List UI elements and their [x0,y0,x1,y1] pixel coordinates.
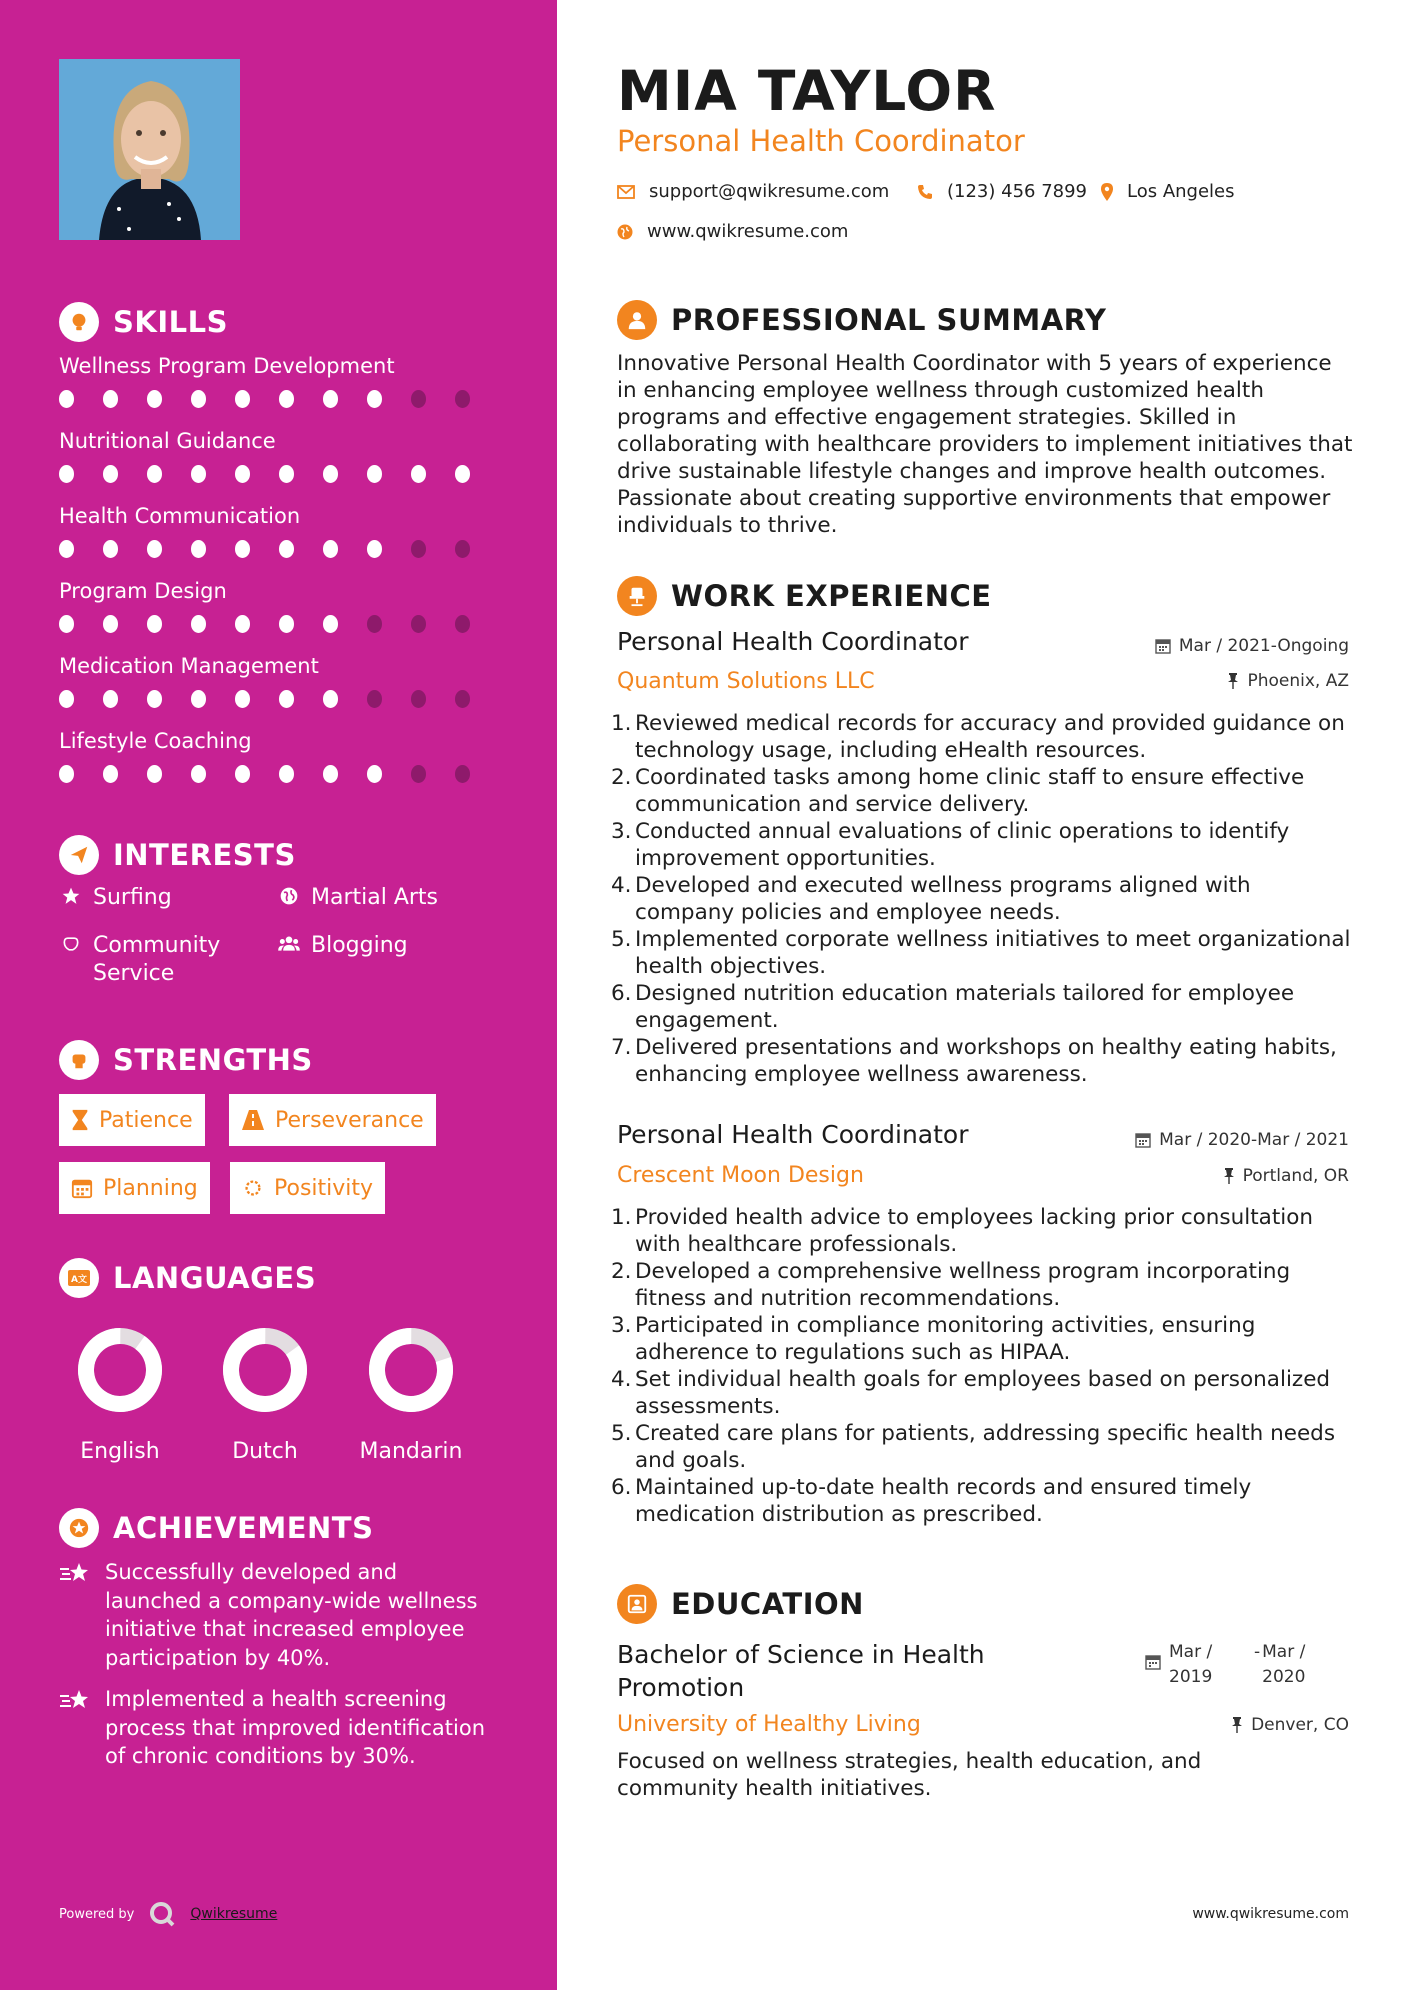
job-bullet-text: Participated in compliance monitoring activities, ensuring adherence to regulations such as HIPAA. [635,1313,1256,1365]
calendar-icon [1145,1654,1161,1690]
interest-label: Blogging [311,933,408,958]
interests-title: INTERESTS [113,838,296,872]
skill-item [59,652,499,708]
job-bullet: 5. Implemented corporate wellness initiatives to meet organizational health objectives. [611,927,1351,979]
degree-title: Bachelor of Science in Health Promotion [617,1640,985,1702]
rating-dot [191,615,206,633]
job-bullet-text: Designed nutrition education materials tailored for employee engagement. [635,981,1295,1033]
languages-title: LANGUAGES [113,1261,317,1295]
job-bullet-text: Delivered presentations and workshops on healthy eating habits, enhancing employee wellness awareness. [635,1035,1337,1087]
rating-dot [367,690,382,708]
job-date-text: Mar / 2020-Mar / 2021 [1159,1130,1349,1150]
job-bullet-text: Created care plans for patients, addressing specific health needs and goals. [635,1421,1336,1473]
hourglass-icon [71,1109,89,1131]
calendar-icon [71,1177,93,1199]
shooting-star-icon [59,1685,93,1771]
rating-dot [455,690,470,708]
achievement-item [59,1685,499,1771]
language-item [205,1325,325,1464]
rating-dot [147,390,162,408]
job-bullet-text: Reviewed medical records for accuracy and provided guidance on technology usage, including eHealth resources. [635,711,1345,763]
rating-dot [59,540,74,558]
pushpin-icon [1231,1717,1243,1733]
job-location [1227,671,1349,691]
powered-by [59,1900,277,1928]
rating-dot [279,615,294,633]
rating-dot [411,465,426,483]
map-pin-icon [1101,183,1113,201]
language-name: Mandarin [359,1439,463,1464]
rating-dot [323,765,338,783]
skill-name: Wellness Program Development [59,354,395,378]
rating-dot [59,765,74,783]
strength-label: Perseverance [275,1107,424,1133]
skill-name: Lifestyle Coaching [59,729,252,753]
job-bullet: 3. Conducted annual evaluations of clinic operations to identify improvement opportunities. [611,818,1351,872]
language-level-ring [75,1325,165,1415]
job-bullet-text: Maintained up-to-date health records and ensured timely medication distribution as prescribed. [635,1475,1252,1527]
rating-dot [279,390,294,408]
job-location [1223,1166,1349,1186]
interest-item [277,932,408,960]
achievement-text: Implemented a health screening process that improved identification of chronic conditions by 30%. [105,1687,486,1768]
job-bullets [611,1204,1351,1528]
trophy-star-icon [59,1508,99,1548]
ring-fill [75,1325,165,1415]
rating-dot [191,765,206,783]
rating-dot [103,615,118,633]
skill-rating [59,765,499,783]
rating-dot [411,390,426,408]
education-heading [617,1584,864,1624]
education-end-text: Mar / 2020 [1262,1642,1306,1687]
language-name: Dutch [232,1439,298,1464]
rating-dot [147,465,162,483]
education-end: - Mar / 2020 [1254,1640,1318,1690]
star-icon [59,884,83,906]
rating-dot [147,540,162,558]
phone-icon [917,184,933,200]
rating-dot [455,615,470,633]
job-date-text: Mar / 2021-Ongoing [1178,636,1349,656]
skill-item [59,502,499,558]
interest-item [59,932,259,988]
rating-dot [235,765,250,783]
candidate-name: MIA TAYLOR [617,59,997,123]
qwikresume-link[interactable]: Qwikresume [190,1906,278,1922]
rating-dot [235,615,250,633]
skill-item [59,352,499,408]
job-bullet: 2. Coordinated tasks among home clinic staff to ensure effective communication and service delivery. [611,764,1351,818]
language-level-ring [366,1325,456,1415]
skill-rating [59,615,499,633]
education-description: Focused on wellness strategies, health education, and community health initiatives. [617,1749,1202,1801]
strength-label: Positivity [274,1175,374,1201]
rating-dot [455,765,470,783]
website-text: www.qwikresume.com [647,221,849,242]
strength-label: Planning [103,1175,198,1201]
job-bullet-text: Coordinated tasks among home clinic staff to ensure effective communication and service delivery. [635,765,1305,817]
skill-name: Program Design [59,579,227,603]
rating-dot [103,390,118,408]
rating-dot [235,690,250,708]
location-text: Los Angeles [1127,181,1235,202]
job-bullet: 6. Designed nutrition education materials tailored for employee engagement. [611,980,1351,1034]
summary-text: Innovative Personal Health Coordinator with 5 years of experience in enhancing employee wellness through customized health programs and effective engagement strategies. Skilled in collaborating with healthcare providers to implement initiatives that drive sustainable lifestyle changes and improve health outcomes. Passionate about creating supportive environments that empower individuals to thrive. [617,351,1353,538]
skill-item [59,577,499,633]
rating-dot [367,465,382,483]
rating-dot [279,765,294,783]
job-location-text: Phoenix, AZ [1247,671,1349,691]
job-bullet-text: Implemented corporate wellness initiatives to meet organizational health objectives. [635,927,1351,979]
sun-icon [242,1177,264,1199]
language-icon [59,1258,99,1298]
job-bullet-text: Conducted annual evaluations of clinic operations to identify improvement opportunities. [635,819,1290,871]
footer-url[interactable]: www.qwikresume.com [1192,1906,1349,1922]
strengths-heading [59,1040,313,1080]
contact-email[interactable] [617,181,889,202]
rating-dot [59,390,74,408]
contact-website[interactable] [617,221,848,242]
job-bullet: 2. Developed a comprehensive wellness program incorporating fitness and nutrition recommendations. [611,1258,1351,1312]
rating-dot [147,690,162,708]
rating-dot [411,690,426,708]
job-location-text: Portland, OR [1242,1166,1349,1186]
rating-dot [279,540,294,558]
interest-label: Community Service [93,933,221,986]
shooting-star-icon [59,1558,93,1672]
rating-dot [103,765,118,783]
rating-dot [147,615,162,633]
rating-dot [367,615,382,633]
rating-dot [235,540,250,558]
qwikresume-logo-icon [148,1900,176,1928]
skill-rating [59,390,499,408]
road-icon [241,1109,265,1131]
job-bullet-text: Developed a comprehensive wellness program incorporating fitness and nutrition recommendations. [635,1259,1291,1311]
language-name: English [80,1439,160,1464]
skills-title: SKILLS [113,305,228,339]
job-bullet-text: Set individual health goals for employees based on personalized assessments. [635,1367,1331,1419]
group-icon [277,932,301,954]
svg-text:A文: A文 [71,1275,87,1285]
interest-label: Surfing [93,885,172,910]
education-location-text: Denver, CO [1251,1715,1349,1735]
job-bullets [611,710,1351,1088]
rating-dot [103,690,118,708]
paper-plane-icon [59,835,99,875]
rating-dot [323,540,338,558]
languages-heading [59,1258,316,1298]
strengths-title: STRENGTHS [113,1043,313,1077]
ring-fill [368,1327,454,1413]
job-date [1155,636,1349,656]
job-bullet: 3. Participated in compliance monitoring activities, ensuring adherence to regulations such as HIPAA. [611,1312,1351,1366]
interest-item [277,884,438,912]
summary-title: PROFESSIONAL SUMMARY [671,303,1107,337]
education-location [1231,1715,1349,1735]
pushpin-icon [1227,673,1239,689]
rating-dot [191,465,206,483]
graduate-icon [617,1584,657,1624]
rating-dot [323,465,338,483]
rating-dot [455,390,470,408]
candidate-title: Personal Health Coordinator [617,124,1025,158]
job-bullet: 4. Set individual health goals for employees based on personalized assessments. [611,1366,1351,1420]
rating-dot [191,690,206,708]
rating-dot [455,540,470,558]
achievements-heading [59,1508,373,1548]
user-icon [617,300,657,340]
achievements-title: ACHIEVEMENTS [113,1511,374,1545]
strength-badge [59,1094,205,1146]
job-company: Crescent Moon Design [617,1163,864,1188]
skill-rating [59,465,499,483]
rating-dot [367,390,382,408]
rating-dot [367,765,382,783]
rating-dot [147,765,162,783]
rating-dot [191,390,206,408]
sidebar [0,0,557,1990]
rating-dot [367,540,382,558]
skill-item [59,727,499,783]
skill-name: Medication Management [59,654,319,678]
strength-badge [59,1162,210,1214]
rating-dot [103,465,118,483]
pushpin-icon [1223,1168,1235,1184]
job-bullet: 5. Created care plans for patients, addressing specific health needs and goals. [611,1420,1351,1474]
globe-icon [617,224,633,240]
hand-icon [59,932,83,954]
skills-heading [59,302,228,342]
rating-dot [323,615,338,633]
fist-icon [59,1040,99,1080]
education-start [1145,1640,1225,1690]
job-bullet: 1. Provided health advice to employees lacking prior consultation with healthcare professionals. [611,1204,1351,1258]
rating-dot [103,540,118,558]
school-name: University of Healthy Living [617,1712,921,1737]
job-bullet: 4. Developed and executed wellness programs aligned with company policies and employee needs. [611,872,1351,926]
interest-label: Martial Arts [311,885,439,910]
rating-dot [411,540,426,558]
rating-dot [235,390,250,408]
job-title: Personal Health Coordinator [617,627,969,656]
strength-badge [230,1162,385,1214]
achievement-text: Successfully developed and launched a company-wide wellness initiative that increased employee participation by 40%. [105,1560,478,1670]
rating-dot [455,465,470,483]
calendar-icon [1155,638,1171,654]
envelope-icon [617,185,635,199]
job-company: Quantum Solutions LLC [617,669,875,694]
rating-dot [411,615,426,633]
achievement-item [59,1558,499,1672]
rating-dot [59,690,74,708]
skill-rating [59,690,499,708]
job-bullet: 1. Reviewed medical records for accuracy and provided guidance on technology usage, including eHealth resources. [611,710,1351,764]
profile-photo [59,59,240,240]
job-bullet-text: Provided health advice to employees lacking prior consultation with healthcare professionals. [635,1205,1314,1257]
rating-dot [191,540,206,558]
rating-dot [279,690,294,708]
rating-dot [279,465,294,483]
rating-dot [235,465,250,483]
skill-item [59,427,499,483]
skill-name: Health Communication [59,504,301,528]
phone-text: (123) 456 7899 [947,181,1088,202]
rating-dot [323,690,338,708]
work-heading [617,576,992,616]
calendar-icon [1135,1132,1151,1148]
contact-location [1101,181,1235,202]
rating-dot [59,615,74,633]
language-level-ring [220,1325,310,1415]
skill-rating [59,540,499,558]
job-bullet-text: Developed and executed wellness programs aligned with company policies and employee needs. [635,873,1251,925]
summary-heading [617,300,1106,340]
interest-item [59,884,172,912]
job-bullet: 7. Delivered presentations and workshops on healthy eating habits, enhancing employee wellness awareness. [611,1034,1351,1088]
language-item [60,1325,180,1464]
rating-dot [59,465,74,483]
office-chair-icon [617,576,657,616]
work-title: WORK EXPERIENCE [671,579,992,613]
education-title: EDUCATION [671,1587,864,1621]
lightbulb-icon [59,302,99,342]
strength-badge [229,1094,436,1146]
job-date [1135,1130,1349,1150]
job-title: Personal Health Coordinator [617,1120,969,1149]
ring-fill [220,1325,310,1415]
language-item [351,1325,471,1464]
email-text: support@qwikresume.com [649,181,890,202]
strength-label: Patience [99,1107,193,1133]
globe-icon [277,884,301,906]
job-bullet: 6. Maintained up-to-date health records and ensured timely medication distribution as prescribed. [611,1474,1351,1528]
skill-name: Nutritional Guidance [59,429,276,453]
rating-dot [323,390,338,408]
contact-phone[interactable] [917,181,1087,202]
powered-by-label: Powered by [59,1906,135,1922]
interests-heading [59,835,296,875]
education-start-text: Mar / 2019 [1169,1642,1213,1687]
rating-dot [411,765,426,783]
